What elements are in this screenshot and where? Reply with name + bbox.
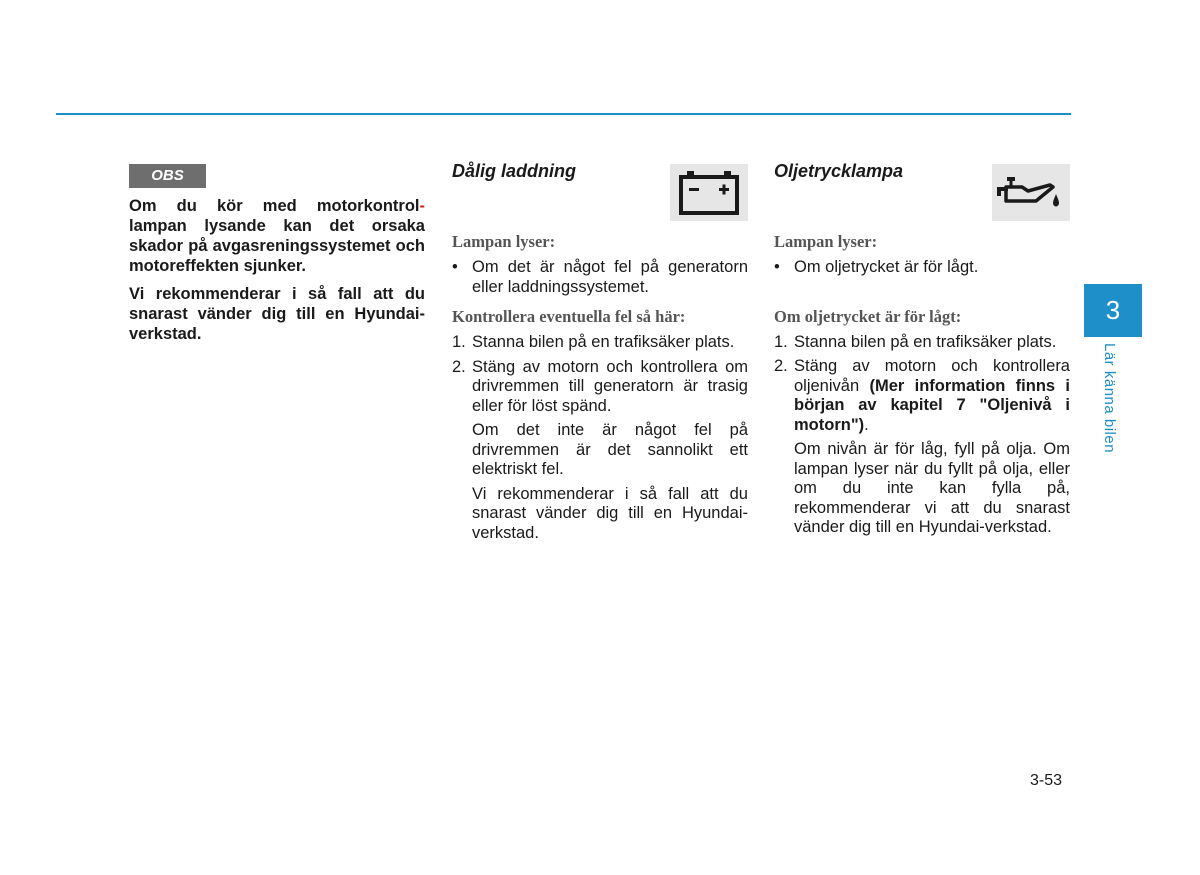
chapter-label: Lär känna bilen xyxy=(1101,343,1118,454)
obs-badge: OBS xyxy=(129,164,206,188)
chapter-tab: 3 xyxy=(1084,284,1142,337)
note-text-rest: lampan lysande kan det orsaka skador på avgasreningssystemet och motoreffekten sjunker. xyxy=(129,217,425,275)
list-item xyxy=(774,258,1070,278)
list-item-text: Om det är något fel på generatorn eller laddningssystemet. xyxy=(472,258,748,296)
battery-paragraph-1: Om det inte är något fel på drivremmen är det sannolikt ett elektriskt fel. xyxy=(472,421,748,478)
battery-lamp-list xyxy=(452,258,748,297)
page-number: 3-53 xyxy=(1030,772,1063,789)
battery-lamp-heading: Lampan lyser: xyxy=(452,232,556,251)
battery-check-heading: Kontrollera eventuella fel så här: xyxy=(452,307,686,326)
step-text-end: . xyxy=(864,415,869,434)
note-column xyxy=(129,160,425,352)
oil-paragraph-1: Om nivån är för låg, fyll på olja. Om lampan lyser när du fyllt på olja, eller om du inte kan fylla på, rekommenderar vi att du snarast vänder dig till en Hyundai-verkstad. xyxy=(794,440,1070,536)
bullet: • xyxy=(774,258,780,276)
note-paragraph-1 xyxy=(129,196,425,276)
step-number: 1. xyxy=(452,333,466,351)
bullet: • xyxy=(452,258,458,276)
oil-header xyxy=(774,160,1070,222)
step-number: 2. xyxy=(452,357,466,376)
step-text: Stäng av motorn och kontrollera oljenivån xyxy=(794,357,1070,395)
list-item-text: Om oljetrycket är för lågt. xyxy=(794,258,979,276)
step-number: 1. xyxy=(774,332,788,351)
note-hyphen: - xyxy=(419,197,425,215)
battery-section xyxy=(452,160,748,548)
battery-steps xyxy=(452,333,748,416)
battery-warning-icon xyxy=(670,164,748,221)
battery-title: Dålig laddning xyxy=(452,161,576,181)
step-text: Stanna bilen på en trafiksäker plats. xyxy=(472,333,735,351)
list-item xyxy=(452,258,748,297)
step-text: Stäng av motorn och kontrollera om drivremmen till generatorn är trasig eller för löst spänd. xyxy=(472,357,748,415)
oil-title: Oljetrycklampa xyxy=(774,161,904,181)
list-item xyxy=(774,333,1070,353)
step-number: 2. xyxy=(774,357,788,375)
spacer xyxy=(774,283,1070,297)
note-text: Om du kör med motorkontrol xyxy=(129,197,420,215)
list-item xyxy=(452,358,748,417)
oil-lamp-list xyxy=(774,258,1070,278)
battery-header xyxy=(452,160,748,222)
oil-pressure-icon xyxy=(992,164,1070,221)
note-paragraph-2: Vi rekommenderar i så fall att du snarast vänder dig till en Hyundai-verkstad. xyxy=(129,285,425,343)
list-item xyxy=(774,357,1070,435)
oil-steps xyxy=(774,333,1070,436)
step-text-bold: (Mer information finns i början av kapitel 7 "Oljenivå i motorn") xyxy=(794,376,1070,434)
step-text: Stanna bilen på en trafiksäker plats. xyxy=(794,332,1057,351)
oil-section xyxy=(774,160,1070,543)
header-rule xyxy=(56,113,1071,115)
oil-lamp-heading: Lampan lyser: xyxy=(774,232,878,251)
battery-paragraph-2: Vi rekommenderar i så fall att du snarast vänder dig till en Hyundai-verkstad. xyxy=(472,484,748,542)
oil-low-heading: Om oljetrycket är för lågt: xyxy=(774,306,962,326)
list-item xyxy=(452,333,748,353)
